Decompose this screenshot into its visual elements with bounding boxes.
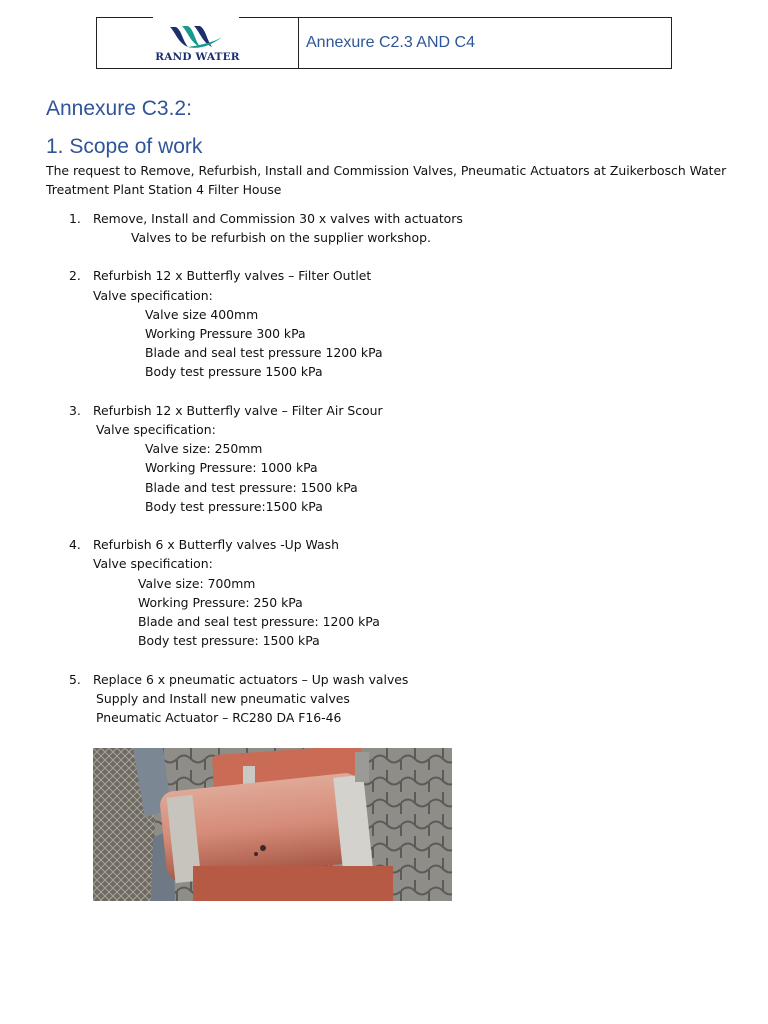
item-line: Supply and Install new pneumatic valves (96, 691, 350, 706)
item-number: 3. (69, 403, 81, 418)
logo-text: RAND WATER (155, 51, 240, 63)
item-line: Pneumatic Actuator – RC280 DA F16-46 (96, 710, 342, 725)
item-subtitle: Valve specification: (93, 556, 213, 571)
actuator-photo (93, 748, 452, 901)
item-title: Refurbish 12 x Butterfly valves – Filter Outlet (93, 268, 372, 283)
rand-water-logo-icon (166, 23, 226, 51)
spec-line: Body test pressure:1500 kPa (145, 499, 323, 514)
spec-line: Working Pressure 300 kPa (145, 326, 306, 341)
item-number: 2. (69, 268, 81, 283)
spec-line: Blade and seal test pressure: 1200 kPa (138, 614, 380, 629)
item-title: Refurbish 12 x Butterfly valve – Filter Air Scour (93, 403, 383, 418)
item-number: 1. (69, 211, 81, 226)
spec-line: Body test pressure: 1500 kPa (138, 633, 320, 648)
spec-line: Working Pressure: 1000 kPa (145, 460, 318, 475)
item-line: Valves to be refurbish on the supplier workshop. (131, 230, 431, 245)
intro-paragraph: The request to Remove, Refurbish, Install and Commission Valves, Pneumatic Actuators at Zuikerbosch Water Treatment Plant Station 4 Filter House (46, 163, 727, 197)
spec-line: Valve size: 700mm (138, 576, 256, 591)
section-title: 1. Scope of work (46, 135, 203, 158)
annexure-heading: Annexure C3.2: (46, 97, 192, 120)
header-title: Annexure C2.3 AND C4 (306, 34, 475, 51)
logo-cell (97, 18, 299, 68)
item-title: Remove, Install and Commission 30 x valves with actuators (93, 211, 463, 226)
item-title: Refurbish 6 x Butterfly valves -Up Wash (93, 537, 339, 552)
item-title: Replace 6 x pneumatic actuators – Up wash valves (93, 672, 409, 687)
spec-line: Blade and test pressure: 1500 kPa (145, 480, 358, 495)
item-number: 4. (69, 537, 81, 552)
spec-line: Valve size 400mm (145, 307, 259, 322)
spec-line: Working Pressure: 250 kPa (138, 595, 303, 610)
item-subtitle: Valve specification: (93, 288, 213, 303)
header-table (96, 17, 672, 69)
spec-line: Blade and seal test pressure 1200 kPa (145, 345, 383, 360)
item-number: 5. (69, 672, 81, 687)
spec-line: Body test pressure 1500 kPa (145, 364, 323, 379)
spec-line: Valve size: 250mm (145, 441, 263, 456)
item-subtitle: Valve specification: (96, 422, 216, 437)
